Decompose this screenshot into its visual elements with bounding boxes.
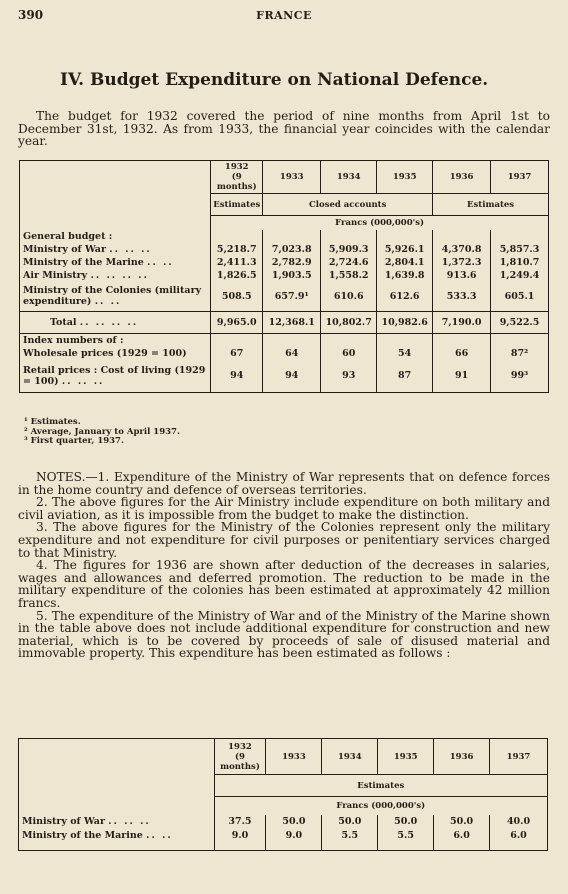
group-closed-accounts: Closed accounts [263, 194, 433, 216]
note-paragraph: 2. The above figures for the Air Ministry include expenditure on both military and civil aviation, as it is impossible from the budget to make the distinction. [18, 495, 550, 522]
group-estimates-right: Estimates [433, 194, 549, 216]
group-estimates-left: Estimates [211, 194, 263, 216]
notes [18, 471, 550, 660]
total-row: Total .. .. .. .. 9,965.0 12,368.1 10,802.7 10,982.6 7,190.0 9,522.5 [20, 312, 549, 334]
col-header-1935: 1935 [377, 161, 433, 194]
general-budget-label: General budget : [23, 230, 113, 242]
table-row: Retail prices : Cost of living (1929 = 100) .. .. .. 94 94 93 87 91 99³ [20, 360, 549, 392]
note-paragraph: 4. The figures for 1936 are shown after deduction of the decreases in salaries, wages and allowances and deferred promotion. The reduction to be made in the military expenditure of the colonies has been estimated at approximately 42 million francs. [18, 558, 550, 610]
table-row: Ministry of War .. .. .. 5,218.7 7,023.8 5,909.3 5,926.1 4,370.8 5,857.3 [20, 243, 549, 256]
note-paragraph: 3. The above figures for the Ministry of the Colonies represent only the military expenditure and not expenditure for civil purposes or penitentiary services charged to that Ministry. [18, 520, 550, 560]
group-estimates: Estimates [214, 775, 548, 797]
table-row: Ministry of the Colonies (military expenditure) .. .. 508.5 657.9¹ 610.6 612.6 533.3 605.1 [20, 282, 549, 312]
section-title: IV. Budget Expenditure on National Defence. [60, 70, 489, 90]
table-row: Ministry of War .. .. .. 37.5 50.0 50.0 50.0 50.0 40.0 [19, 815, 548, 829]
col-header-1933: 1933 [266, 739, 322, 775]
index-numbers-label: Index numbers of : [23, 335, 124, 346]
col-header-1932: 1932 (9 months) [214, 739, 266, 775]
col-header-1937: 1937 [491, 161, 549, 194]
col-header-1934: 1934 [322, 739, 378, 775]
note-paragraph: 5. The expenditure of the Ministry of War and of the Ministry of the Marine shown in the table above does not include additional expenditure for construction and new material, which is to be covered by proceeds of sale of disused material and immovable property. This expenditure has been estimated as follows : [18, 608, 550, 661]
intro-paragraph: The budget for 1932 covered the period of nine months from April 1st to December 31st, 1932. As from 1933, the financial year coincides with the calendar year. [18, 109, 550, 149]
col-header-1936: 1936 [433, 161, 491, 194]
footnote: ¹ Estimates. [24, 417, 81, 427]
footnotes [24, 418, 180, 447]
col-header-1932: 1932 (9 months) [211, 161, 263, 194]
footnote: ³ First quarter, 1937. [24, 436, 124, 446]
unit-label: Francs (000,000's) [214, 797, 548, 815]
col-header-1936: 1936 [434, 739, 490, 775]
note-paragraph: NOTES.—1. Expenditure of the Ministry of War represents that on defence forces in the home country and defence of overseas territories. [18, 470, 550, 497]
col-header-1933: 1933 [263, 161, 321, 194]
running-title: FRANCE [256, 9, 312, 22]
col-header-1934: 1934 [321, 161, 377, 194]
budget-table [19, 160, 549, 393]
col-header-1935: 1935 [378, 739, 434, 775]
table-row: Air Ministry .. .. .. .. 1,826.5 1,903.5 1,558.2 1,639.8 913.6 1,249.4 [20, 269, 549, 282]
col-header-1937: 1937 [490, 739, 548, 775]
unit-label: Francs (000,000's) [211, 216, 549, 230]
page-number: 390 [18, 8, 44, 22]
table-row: Ministry of the Marine .. .. 9.0 9.0 5.5 5.5 6.0 6.0 [19, 829, 548, 851]
table-row: Ministry of the Marine .. .. 2,411.3 2,782.9 2,724.6 2,804.1 1,372.3 1,810.7 [20, 256, 549, 269]
footnote: ² Average, January to April 1937. [24, 426, 180, 437]
table-row: Wholesale prices (1929 = 100) 67 64 60 54 66 87² [20, 347, 549, 360]
additional-expenditure-table [18, 738, 548, 851]
